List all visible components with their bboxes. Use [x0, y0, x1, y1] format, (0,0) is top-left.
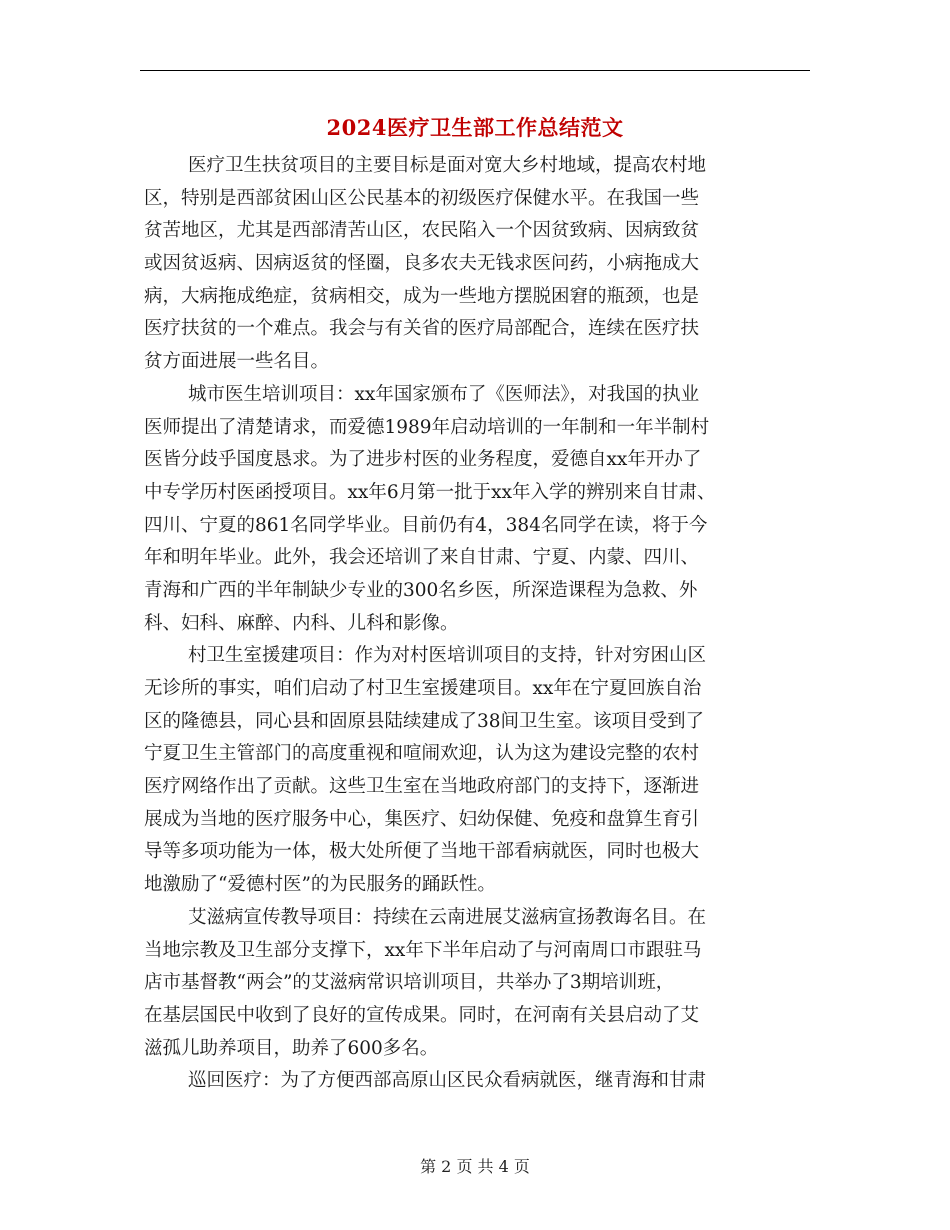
body-line: 医疗扶贫的一个难点。我会与有关省的医疗局部配合，连续在医疗扶 [144, 318, 700, 340]
body-line: 巡回医疗：为了方便西部高原山区民众看病就医，继青海和甘肃 [188, 1070, 707, 1092]
body-line: 展成为当地的医疗服务中心，集医疗、妇幼保健、免疫和盘算生育引 [144, 808, 700, 830]
body-line: 医皆分歧乎国度恳求。为了进步村医的业务程度，爱德自xx年开办了 [144, 449, 702, 471]
page-number-footer: 第 2 页 共 4 页 [420, 1157, 530, 1176]
body-line: 城市医生培训项目：xx年国家颁布了《医师法》，对我国的执业 [188, 383, 700, 405]
body-line: 科、妇科、麻醉、内科、儿科和影像。 [144, 612, 459, 634]
document-body [144, 150, 806, 1098]
body-line: 滋孤儿助养项目，助养了600多名。 [144, 1037, 439, 1059]
body-line: 四川、宁夏的861名同学毕业。目前仍有4，384名同学在读，将于今 [144, 514, 708, 536]
body-line: 地激励了“爱德村医”的为民服务的踊跃性。 [144, 874, 496, 896]
body-line: 当地宗教及卫生部分支撑下，xx年下半年启动了与河南周口市跟驻马 [144, 939, 702, 961]
body-line: 无诊所的事实，咱们启动了村卫生室援建项目。xx年在宁夏回族自治 [144, 678, 702, 699]
body-line: 区的隆德县，同心县和固原县陆续建成了38间卫生室。该项目受到了 [144, 710, 705, 732]
body-line: 区，特别是西部贫困山区公民基本的初级医疗保健水平。在我国一些 [144, 187, 700, 209]
body-line: 医疗卫生扶贫项目的主要目标是面对宽大乡村地域，提高农村地 [188, 155, 707, 176]
body-line: 青海和广西的半年制缺少专业的300名乡医，所深造课程为急救、外 [144, 579, 698, 601]
document-title: 2024医疗卫生部工作总结范文 [326, 115, 624, 140]
body-line: 导等多项功能为一体，极大处所便了当地干部看病就医，同时也极大 [144, 841, 700, 863]
header-rule [140, 70, 810, 71]
body-line: 宁夏卫生主管部门的高度重视和喧闹欢迎，认为这为建设完整的农村 [144, 743, 700, 765]
body-line: 医疗网络作出了贡献。这些卫生室在当地政府部门的支持下，逐渐进 [144, 776, 700, 798]
body-line: 艾滋病宣传教导项目：持续在云南进展艾滋病宣扬教诲名目。在 [188, 906, 707, 928]
body-line: 医师提出了清楚请求，而爱德1989年启动培训的一年制和一年半制村 [144, 416, 710, 438]
body-line: 店市基督教“两会”的艾滋病常识培训项目，共举办了3期培训班， [144, 972, 675, 994]
body-line: 中专学历村医函授项目。xx年6月第一批于xx年入学的辨别来自甘肃、 [144, 481, 716, 503]
body-line: 贫苦地区，尤其是西部清苦山区，农民陷入一个因贫致病、因病致贫 [144, 220, 700, 242]
body-line: 或因贫返病、因病返贫的怪圈，良多农夫无钱求医问药，小病拖成大 [144, 253, 700, 275]
body-line: 村卫生室援建项目：作为对村医培训项目的支持，针对穷困山区 [188, 645, 707, 667]
body-line: 在基层国民中收到了良好的宣传成果。同时，在河南有关县启动了艾 [144, 1004, 700, 1026]
body-line: 贫方面进展一些名目。 [144, 351, 330, 373]
body-line: 年和明年毕业。此外，我会还培训了来自甘肃、宁夏、内蒙、四川、 [144, 547, 700, 569]
body-line: 病，大病拖成绝症，贫病相交，成为一些地方摆脱困窘的瓶颈，也是 [144, 285, 700, 307]
